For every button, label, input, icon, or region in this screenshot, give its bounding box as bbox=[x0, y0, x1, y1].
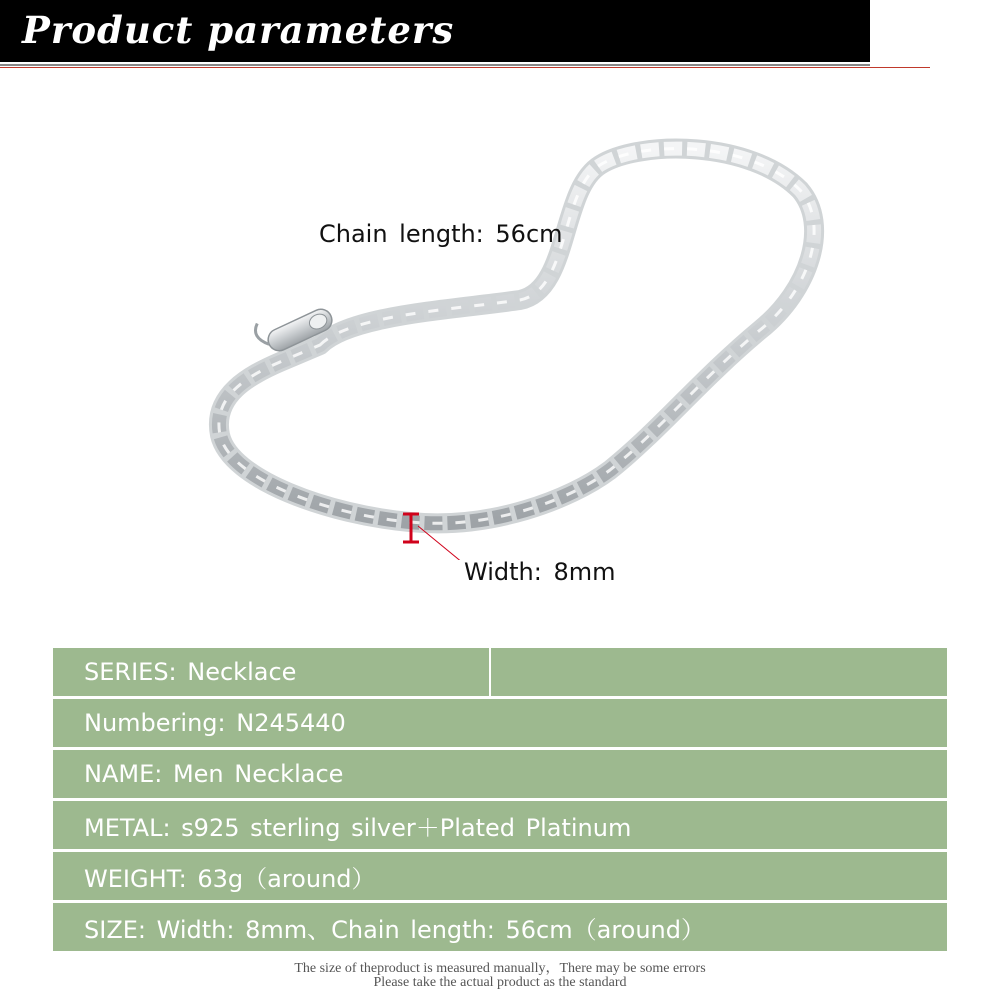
spec-name: NAME: Men Necklace bbox=[84, 760, 344, 788]
spec-row-weight bbox=[53, 852, 947, 900]
spec-row-metal bbox=[53, 801, 947, 849]
header-bar bbox=[0, 0, 870, 62]
footnote-line-1: The size of theproduct is measured manually，There may be some errors bbox=[294, 961, 706, 976]
spec-row-numbering bbox=[53, 699, 947, 747]
page-title: Product parameters bbox=[22, 8, 455, 52]
spec-row-size bbox=[53, 903, 947, 951]
header-accent-line bbox=[0, 67, 930, 68]
spec-size: SIZE: Width: 8mm、Chain length: 56cm（around） bbox=[84, 915, 705, 944]
necklace-image bbox=[190, 130, 840, 560]
spec-series: SERIES: Necklace bbox=[84, 658, 297, 686]
spec-table bbox=[53, 648, 947, 954]
spec-weight: WEIGHT: 63g（around） bbox=[84, 864, 376, 893]
spec-row-series bbox=[53, 648, 947, 696]
width-label: Width: 8mm bbox=[464, 558, 616, 586]
footnote-line-2: Please take the actual product as the standard bbox=[373, 975, 627, 990]
spec-metal: METAL: s925 sterling silver＋Plated Platinum bbox=[84, 813, 632, 842]
spec-row-name bbox=[53, 750, 947, 798]
header-divider bbox=[0, 64, 870, 66]
spec-numbering: Numbering: N245440 bbox=[84, 709, 346, 737]
chain-length-label: Chain length: 56cm bbox=[319, 220, 563, 248]
cell-divider bbox=[489, 648, 491, 696]
